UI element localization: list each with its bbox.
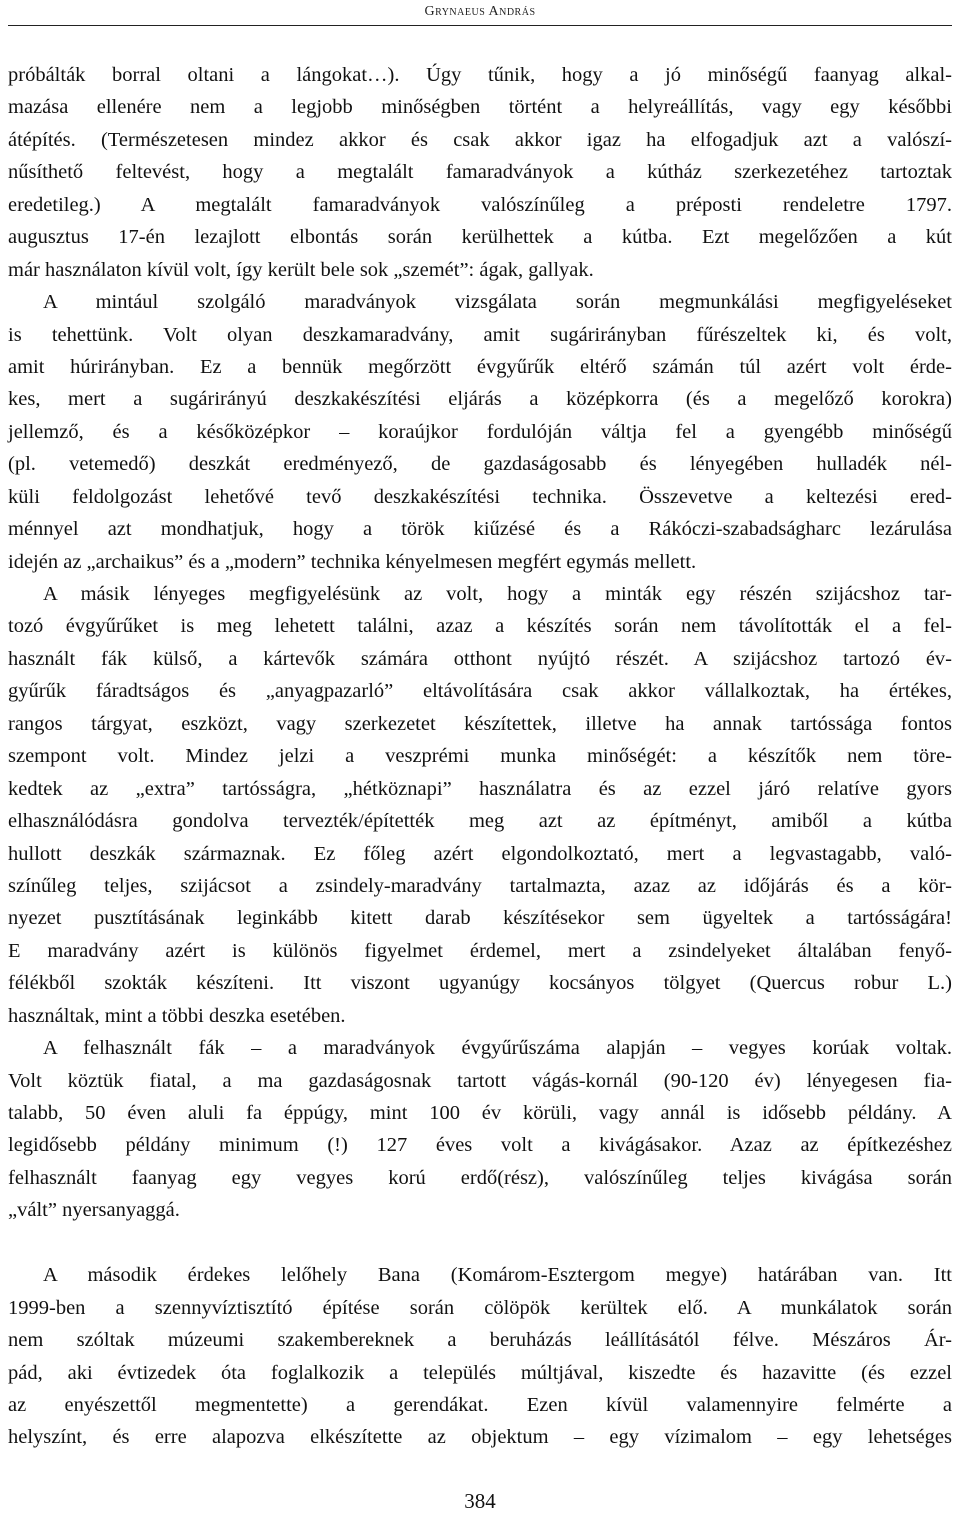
text-line: félékből szokták készíteni. Itt viszont ugyanúgy kocsányos tölgyet (Quercus robur L.) [8,972,952,995]
text-line: A másik lényeges megfigyelésünk az volt, hogy a minták egy részén szijácshoz tar- [43,583,952,605]
text-line: ménnyel azt mondhatjuk, hogy a török kiűzésé és a Rákóczi-szabadságharc lezárulása [8,518,952,541]
text-line: nyezet pusztításának leginkább kitett darab készítésekor sem ügyeltek a tartósságára! [8,907,952,930]
text-line: próbálták borral oltani a lángokat…). Úgy tűnik, hogy a jó minőségű faanyag alkal- [8,64,952,86]
text-line: kes, mert a sugárirányú deszkakészítési eljárás a középkorra (és a megelőző korokra) [8,388,952,411]
text-line: pád, aki évtizedek óta foglalkozik a település múltjával, kiszedte és hazavitte (és ezzel [8,1361,952,1384]
text-line: helyszínt, és erre alapozva elkészítette az objektum – egy vízimalom – egy lehetséges [8,1426,952,1449]
text-line: használt fák külső, a kártevők számára otthont nyújtó részét. A szijácshoz tartozó év- [8,647,952,670]
text-line: tozó évgyűrűket is meg lehetett találni, azaz a készítés során nem távolították el a fel- [8,615,952,638]
page-number: 384 [464,1489,496,1513]
text-line: szempont volt. Mindez jelzi a veszprémi munka minőségét: a készítők nem törе- [8,745,952,768]
text-line: az enyészettől megmentette) a gerendákat. Ezen kívül valamennyire felmérte a [8,1393,952,1416]
text-line: legidősebb példány minimum (!) 127 éves volt a kivágásakor. Azaz az építkezéshez [8,1134,952,1157]
text-line: E maradvány azért is különös figyelmet érdemel, mert a zsindelyeket általában fenyő- [8,939,952,962]
text-line: nűsíthető feltevést, hogy a megtalált famaradványok a kútház szerkezetéhez tartoztak [8,161,952,184]
text-line: eredetileg.) A megtalált famaradványok valószínűleg a préposti rendeletre 1797. [8,193,952,216]
text-line: felhasznált faanyag egy vegyes korú erdő(rész), valószínűleg teljes kivágása során [8,1166,952,1189]
header-rule [8,25,952,26]
text-line: A felhasznált fák – a maradványok évgyűrűszáma alapján – vegyes korúak voltak. [43,1037,952,1060]
text-line: gyűrűk fáradtságos és „anyagpazarló” eltávolítására csak akkor vállalkoztak, ha értékes, [8,680,952,703]
text-line: is tehettünk. Volt olyan deszkamaradvány, amit sugárirányban fűrészeltek ki, és volt, [8,323,952,346]
text-line: idején az „archaikus” és a „modern” technika kényelmesen megfért egymás mellett. [8,550,697,573]
text-line: A mintául szolgáló maradványok vizsgálata során megmunkálási megfigyeléseket [43,291,952,314]
text-line: hullott deszkák származnak. Ez főleg azért elgondolkoztató, mert a legvastagabb, való- [8,842,952,865]
text-line: Volt köztük fiatal, a ma gazdaságosnak tartott vágás-kornál (90-120 év) lényegesen fia- [8,1069,952,1092]
text-line: amit húrirányban. Ez a bennük megőrzött évgyűrűk eltérő számán túl azért volt érde- [8,355,952,378]
text-line: A második érdekes lelőhely Bana (Komárom-Esztergom megye) határában van. Itt [43,1264,952,1287]
text-line: mazása ellenére nem a legjobb minőségben történt a helyreállítás, vagy egy későbbi [8,96,952,119]
text-line: használtak, mint a többi deszka esetében. [8,1004,346,1027]
paragraph-gap [8,1227,952,1259]
text-line: rangos tárgyat, eszközt, vagy szerkezetet készítettek, illetve ha annak tartóssága fontos [8,712,952,735]
text-line: küli feldolgozást lehetővé tevő deszkakészítési technika. Összevetve a keltezési ered- [8,485,952,508]
text-line: 1999-ben a szennyvíztisztító építése során cölöpök kerültek elő. A munkálatok során [8,1296,952,1319]
text-line: színűleg teljes, szijácsot a zsindely-maradvány tartalmazta, azaz az időjárás és a kör- [8,874,952,897]
text-line: már használaton kívül volt, így került bele sok „szemét”: ágak, gallyak. [8,258,594,281]
text-line: nem szóltak múzeumi szakembereknek a beruházás leállításától félve. Mészáros Ár- [8,1329,952,1352]
text-line: átépítés. (Természetesen mindez akkor és csak akkor igaz ha elfogadjuk azt a valószí- [8,128,952,151]
text-line: elhasználódásra gondolva tervezték/építették meg azt az építményt, amiből a kútba [8,810,952,833]
text-line: jellemző, és a későközépkor – koraújkor fordulóján váltja fel a gyengébb minőségű [8,420,952,443]
text-line: (pl. vetemedő) deszkát eredményező, de gazdaságosabb és lényegében hulladék nél- [8,453,952,476]
text-line: kedtek az „extra” tartósságra, „hétköznapi” használatra és az ezzel járó relatíve gyors [8,777,952,800]
running-head: Grynaeus András [424,4,536,19]
text-line: talabb, 50 éven aluli fa éppúgy, mint 100 év körüli, vagy annál is idősebb példány. A [8,1102,952,1124]
text-line: augusztus 17-én lezajlott elbontás során kerülhettek a kútba. Ezt megelőzően a kút [8,226,952,249]
text-line: „vált” nyersanyaggá. [8,1199,180,1222]
body-text [8,59,952,1454]
